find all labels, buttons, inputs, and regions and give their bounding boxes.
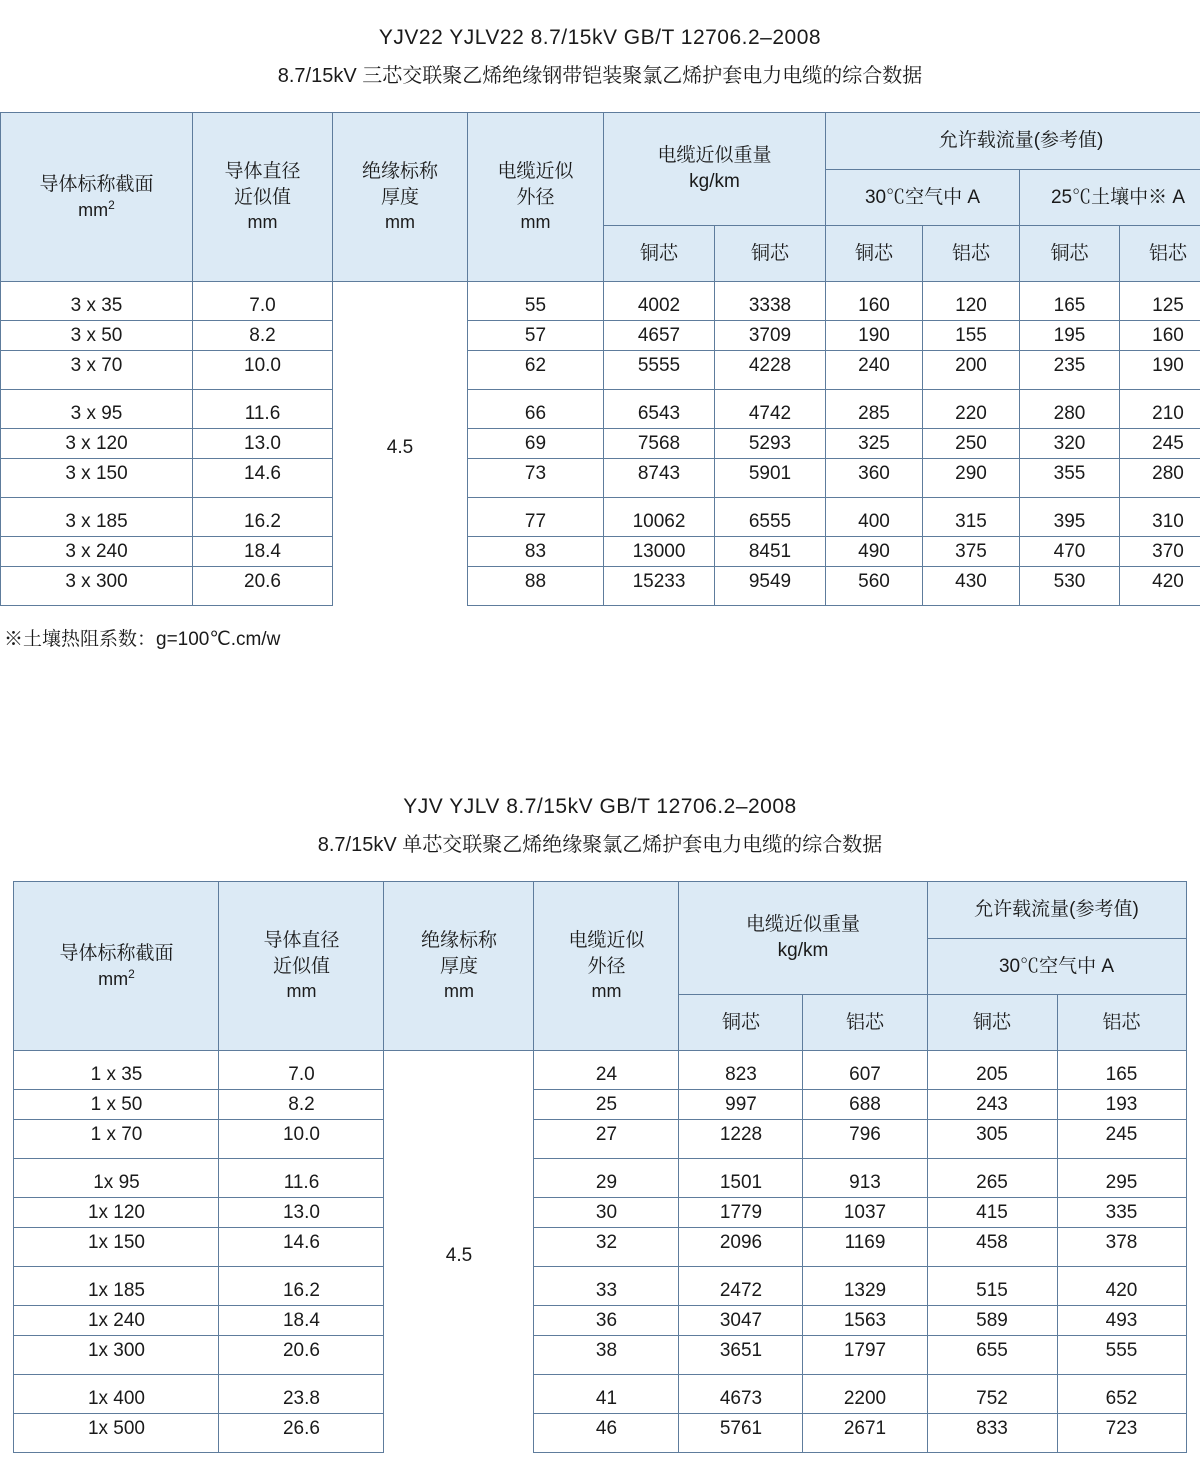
cell-weight-al: 1169 [803,1228,927,1267]
table-row [1,429,1200,459]
table-header-2 [14,882,1186,1051]
cell-air-cu: 285 [826,390,923,429]
cable-spec-table-single-core [13,881,1186,1453]
cell-weight-al: 1563 [803,1306,927,1336]
cell-weight-cu: 15233 [604,567,715,606]
table-row [14,1414,1186,1453]
cell-diameter: 23.8 [219,1375,384,1414]
header-core-soil-cu: 铜芯 [1020,226,1120,282]
header-core-weight-al: 铝芯 [803,995,927,1051]
cell-diameter: 16.2 [219,1267,384,1306]
cell-od: 29 [534,1159,679,1198]
section-gap [0,651,1200,769]
cell-size: 3 x 300 [1,567,193,606]
table-row [1,498,1200,537]
cell-air-al: 165 [1057,1051,1186,1090]
cell-weight-al: 5901 [715,459,826,498]
cell-weight-al: 796 [803,1120,927,1159]
page-title: YJV22 YJLV22 8.7/15kV GB/T 12706.2–2008 [378,26,822,49]
cell-diameter: 14.6 [219,1228,384,1267]
spec-block-yjv22 [0,0,1200,651]
cell-soil-al: 280 [1120,459,1200,498]
cell-air-al: 420 [1057,1267,1186,1306]
cell-diameter: 14.6 [193,459,333,498]
cell-weight-al: 4228 [715,351,826,390]
cell-size: 1x 95 [14,1159,219,1198]
cell-od: 25 [534,1090,679,1120]
cell-od: 88 [468,567,604,606]
cell-od: 77 [468,498,604,537]
cell-air-al: 723 [1057,1414,1186,1453]
cell-air-al: 652 [1057,1375,1186,1414]
cable-spec-table-three-core [0,112,1200,606]
cell-od: 83 [468,537,604,567]
table-row [1,459,1200,498]
cell-soil-al: 210 [1120,390,1200,429]
header-core-soil-al: 铝芯 [1120,226,1200,282]
cell-weight-cu: 6543 [604,390,715,429]
header-core-weight-cu: 铜芯 [679,995,803,1051]
spec-block-yjv [0,769,1200,1453]
cell-weight-al: 1037 [803,1198,927,1228]
cell-air-cu: 265 [927,1159,1057,1198]
cell-size: 1x 120 [14,1198,219,1228]
cell-soil-cu: 395 [1020,498,1120,537]
cell-air-al: 200 [923,351,1020,390]
cell-size: 3 x 120 [1,429,193,459]
cell-air-cu: 360 [826,459,923,498]
cell-weight-cu: 7568 [604,429,715,459]
cell-weight-al: 5293 [715,429,826,459]
table-row [1,282,1200,321]
cell-weight-al: 2671 [803,1414,927,1453]
cell-diameter: 20.6 [219,1336,384,1375]
cell-size: 3 x 35 [1,282,193,321]
cell-od: 36 [534,1306,679,1336]
cell-weight-al: 6555 [715,498,826,537]
table-row [14,1090,1186,1120]
header-current-soil: 25℃土壤中※ A [1020,170,1200,226]
cell-air-cu: 515 [927,1267,1057,1306]
table-row [14,1120,1186,1159]
cell-od: 73 [468,459,604,498]
cell-od: 27 [534,1120,679,1159]
table-row [14,1228,1186,1267]
cell-size: 3 x 50 [1,321,193,351]
cell-od: 66 [468,390,604,429]
cell-od: 62 [468,351,604,390]
header-outer-diameter: 电缆近似 外径 mm [468,113,604,282]
header-core-weight-cu: 铜芯 [604,226,715,282]
cell-soil-al: 190 [1120,351,1200,390]
cell-air-al: 493 [1057,1306,1186,1336]
table-row [1,567,1200,606]
cell-weight-al: 913 [803,1159,927,1198]
cell-weight-al: 607 [803,1051,927,1090]
cell-diameter: 10.0 [219,1120,384,1159]
cell-od: 24 [534,1051,679,1090]
header-conductor-diameter: 导体直径 近似值 mm [219,882,384,1051]
cell-diameter: 11.6 [219,1159,384,1198]
cell-od: 30 [534,1198,679,1228]
cell-air-al: 375 [923,537,1020,567]
cell-weight-cu: 5761 [679,1414,803,1453]
cell-diameter: 20.6 [193,567,333,606]
cell-size: 1x 185 [14,1267,219,1306]
cell-air-al: 555 [1057,1336,1186,1375]
cell-soil-al: 125 [1120,282,1200,321]
table-row [14,1198,1186,1228]
header-current-capacity: 允许载流量(参考值) [927,882,1186,939]
cell-od: 55 [468,282,604,321]
cell-air-al: 315 [923,498,1020,537]
cell-weight-cu: 2096 [679,1228,803,1267]
cell-weight-al: 3709 [715,321,826,351]
cell-air-al: 120 [923,282,1020,321]
header-core-air-cu: 铜芯 [927,995,1057,1051]
header-core-weight-al: 铜芯 [715,226,826,282]
cell-air-cu: 240 [826,351,923,390]
cell-soil-al: 370 [1120,537,1200,567]
cell-soil-al: 245 [1120,429,1200,459]
table-row [14,1267,1186,1306]
header-nominal-section: 导体标称截面 $mm^2$ [1,113,193,282]
cell-weight-al: 3338 [715,282,826,321]
cell-size: 1 x 70 [14,1120,219,1159]
titles-yjv22 [0,0,1200,88]
cell-air-al: 295 [1057,1159,1186,1198]
table-row [1,351,1200,390]
header-approx-weight: 电缆近似重量 kg/km [604,113,826,226]
cell-diameter: 26.6 [219,1414,384,1453]
cell-soil-cu: 320 [1020,429,1120,459]
cell-size: 1x 150 [14,1228,219,1267]
cell-od: 41 [534,1375,679,1414]
cell-air-al: 193 [1057,1090,1186,1120]
cell-weight-cu: 8743 [604,459,715,498]
cell-air-cu: 190 [826,321,923,351]
cell-air-al: 155 [923,321,1020,351]
cell-size: 3 x 240 [1,537,193,567]
table-header [1,113,1200,282]
cell-diameter: 7.0 [193,282,333,321]
page-title-2: YJV YJLV 8.7/15kV GB/T 12706.2–2008 [403,795,797,818]
header-core-air-cu: 铜芯 [826,226,923,282]
header-current-capacity: 允许载流量(参考值) [826,113,1200,170]
table-row [1,321,1200,351]
header-insulation-thickness: 绝缘标称 厚度 mm [333,113,468,282]
cell-soil-cu: 355 [1020,459,1120,498]
cell-weight-cu: 3047 [679,1306,803,1336]
cell-air-cu: 243 [927,1090,1057,1120]
titles-yjv [0,769,1200,857]
cell-weight-cu: 1501 [679,1159,803,1198]
cell-size: 1 x 35 [14,1051,219,1090]
cell-weight-cu: 13000 [604,537,715,567]
cell-diameter: 8.2 [193,321,333,351]
cell-size: 3 x 150 [1,459,193,498]
cell-size: 1x 240 [14,1306,219,1336]
cell-air-cu: 205 [927,1051,1057,1090]
cell-diameter: 11.6 [193,390,333,429]
cell-air-cu: 490 [826,537,923,567]
table-row [14,1375,1186,1414]
cell-weight-al: 1329 [803,1267,927,1306]
cell-air-cu: 833 [927,1414,1057,1453]
cell-air-cu: 160 [826,282,923,321]
cell-insulation-thickness: 4.5 [384,1051,534,1453]
cell-size: 1x 400 [14,1375,219,1414]
cell-size: 1 x 50 [14,1090,219,1120]
cell-soil-cu: 165 [1020,282,1120,321]
header-outer-diameter: 电缆近似 外径 mm [534,882,679,1051]
cell-soil-al: 160 [1120,321,1200,351]
cell-weight-al: 2200 [803,1375,927,1414]
cell-weight-cu: 3651 [679,1336,803,1375]
cell-soil-al: 310 [1120,498,1200,537]
cell-air-al: 245 [1057,1120,1186,1159]
cell-size: 1x 300 [14,1336,219,1375]
bottom-spacer [0,1453,1200,1473]
cell-weight-cu: 4673 [679,1375,803,1414]
header-current-air: 30℃空气中 A [826,170,1020,226]
header-nominal-section: 导体标称截面 $mm^2$ [14,882,219,1051]
cell-insulation-thickness: 4.5 [333,282,468,606]
cell-weight-al: 1797 [803,1336,927,1375]
table-row [14,1051,1186,1090]
cell-air-al: 430 [923,567,1020,606]
header-current-air: 30℃空气中 A [927,939,1186,995]
footnote-soil-resistivity: ※土壤热阻系数：g=100℃.cm/w [4,629,281,650]
cell-air-cu: 752 [927,1375,1057,1414]
header-approx-weight: 电缆近似重量 kg/km [679,882,927,995]
cell-air-al: 250 [923,429,1020,459]
cell-od: 33 [534,1267,679,1306]
cell-weight-cu: 823 [679,1051,803,1090]
table-row [14,1159,1186,1198]
cell-diameter: 13.0 [219,1198,384,1228]
cell-soil-cu: 280 [1020,390,1120,429]
cell-diameter: 18.4 [219,1306,384,1336]
cell-air-cu: 400 [826,498,923,537]
cell-air-al: 335 [1057,1198,1186,1228]
header-core-air-al: 铝芯 [1057,995,1186,1051]
page-subtitle: 8.7/15kV 三芯交联聚乙烯绝缘钢带铠装聚氯乙烯护套电力电缆的综合数据 [277,65,923,87]
table-row [14,1336,1186,1375]
cell-weight-cu: 1779 [679,1198,803,1228]
table-row [1,537,1200,567]
cell-air-al: 378 [1057,1228,1186,1267]
cell-air-al: 220 [923,390,1020,429]
cell-weight-cu: 4002 [604,282,715,321]
cell-weight-cu: 4657 [604,321,715,351]
cell-soil-al: 420 [1120,567,1200,606]
cell-air-cu: 655 [927,1336,1057,1375]
cell-od: 38 [534,1336,679,1375]
cell-od: 69 [468,429,604,459]
cell-diameter: 13.0 [193,429,333,459]
cell-diameter: 7.0 [219,1051,384,1090]
cell-size: 3 x 95 [1,390,193,429]
cell-air-cu: 458 [927,1228,1057,1267]
cell-diameter: 10.0 [193,351,333,390]
cell-od: 57 [468,321,604,351]
cell-air-cu: 589 [927,1306,1057,1336]
cell-soil-cu: 195 [1020,321,1120,351]
cell-weight-cu: 5555 [604,351,715,390]
page-subtitle-2: 8.7/15kV 单芯交联聚乙烯绝缘聚氯乙烯护套电力电缆的综合数据 [317,834,883,856]
header-insulation-thickness: 绝缘标称 厚度 mm [384,882,534,1051]
header-conductor-diameter: 导体直径 近似值 mm [193,113,333,282]
cell-air-cu: 415 [927,1198,1057,1228]
cell-weight-al: 4742 [715,390,826,429]
cell-air-cu: 560 [826,567,923,606]
cell-weight-al: 8451 [715,537,826,567]
cell-air-cu: 305 [927,1120,1057,1159]
cell-soil-cu: 235 [1020,351,1120,390]
cell-size: 3 x 70 [1,351,193,390]
cell-soil-cu: 530 [1020,567,1120,606]
cell-soil-cu: 470 [1020,537,1120,567]
table-row [14,1306,1186,1336]
cell-weight-cu: 997 [679,1090,803,1120]
cell-air-cu: 325 [826,429,923,459]
cell-od: 32 [534,1228,679,1267]
table-row [1,390,1200,429]
cell-weight-cu: 2472 [679,1267,803,1306]
cell-weight-al: 688 [803,1090,927,1120]
cell-diameter: 16.2 [193,498,333,537]
cell-od: 46 [534,1414,679,1453]
cell-size: 3 x 185 [1,498,193,537]
cell-diameter: 8.2 [219,1090,384,1120]
cell-air-al: 290 [923,459,1020,498]
cell-diameter: 18.4 [193,537,333,567]
table-body [1,282,1200,606]
header-core-air-al: 铝芯 [923,226,1020,282]
cell-size: 1x 500 [14,1414,219,1453]
cell-weight-cu: 1228 [679,1120,803,1159]
table-body-2 [14,1051,1186,1453]
cell-weight-al: 9549 [715,567,826,606]
cell-weight-cu: 10062 [604,498,715,537]
